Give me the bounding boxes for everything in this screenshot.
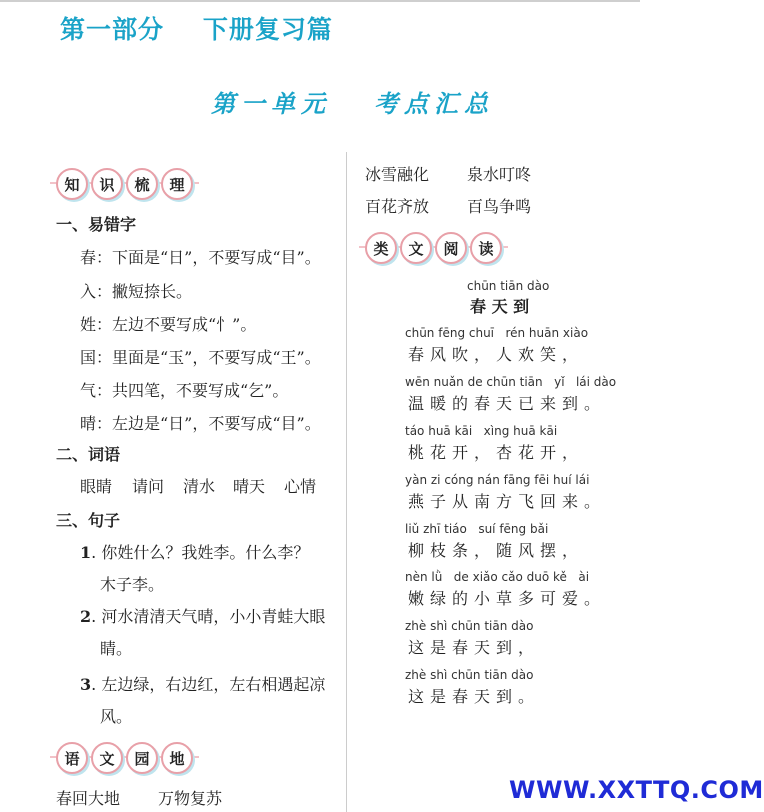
sentence-text: . 你姓什么？我姓李。什么李？	[91, 543, 310, 562]
sentence-text: . 河水清清天气晴，小小青蛙大眼	[91, 607, 326, 626]
poem-line-text: 这是春天到，	[408, 638, 541, 657]
typo-item: 姓：左边不要写成“忄”。	[80, 315, 257, 334]
poem-line-pinyin: wēn nuǎn de chūn tiān yǐ lái dào	[405, 375, 617, 389]
badge-char: 文	[400, 232, 432, 264]
badge-char: 识	[91, 168, 123, 200]
column-divider	[346, 152, 347, 812]
typo-item: 国：里面是“玉”，不要写成“王”。	[80, 348, 321, 367]
sentence-number: 1	[80, 543, 92, 562]
words-heading: 二、词语	[56, 445, 121, 464]
poem-line-pinyin: táo huā kāi xìng huā kāi	[405, 424, 558, 438]
poem-title-pinyin: chūn tiān dào	[467, 279, 550, 293]
unit-title: 第一单元 考点汇总	[210, 89, 495, 118]
badge-char: 理	[161, 168, 193, 200]
word-item: 请问	[132, 477, 165, 496]
poem-title: 春 天 到	[470, 297, 530, 316]
section-badge-reading	[365, 232, 502, 264]
sentence-continuation: 风。	[100, 707, 133, 726]
word-item: 眼睛	[80, 477, 113, 496]
badge-char: 知	[56, 168, 88, 200]
poem-line-text: 嫩绿的小草多可爱。	[408, 589, 607, 608]
sentence-text: . 左边绿，右边红，左右相遇起凉	[91, 675, 326, 694]
idiom-item: 冰雪融化	[365, 165, 430, 184]
typo-item: 晴：左边是“日”，不要写成“目”。	[80, 414, 321, 433]
typo-item: 气：共四笔，不要写成“乞”。	[80, 381, 289, 400]
badge-char: 语	[56, 742, 88, 774]
sentence-item	[80, 604, 325, 627]
idiom-item: 百鸟争鸣	[467, 197, 532, 216]
poem-line-text: 春风吹，人欢笑，	[408, 345, 585, 364]
poem-line-text: 柳枝条，随风摆，	[408, 541, 585, 560]
badge-char: 读	[470, 232, 502, 264]
sentence-number: 3	[80, 675, 92, 694]
idiom-item: 泉水叮咚	[467, 165, 532, 184]
poem-line-text: 燕子从南方飞回来。	[408, 492, 607, 511]
word-item: 清水	[183, 477, 216, 496]
sentence-number: 2	[80, 607, 92, 626]
badge-char: 类	[365, 232, 397, 264]
section-badge-garden	[56, 742, 193, 774]
badge-char: 梳	[126, 168, 158, 200]
sentences-heading: 三、句子	[56, 511, 121, 530]
poem-line-pinyin: nèn lǜ de xiǎo cǎo duō kě ài	[405, 570, 590, 584]
top-rule	[0, 0, 640, 2]
badge-char: 文	[91, 742, 123, 774]
poem-line-text: 桃花开，杏花开，	[408, 443, 585, 462]
poem-line-pinyin: zhè shì chūn tiān dào	[405, 619, 534, 633]
idiom-item: 百花齐放	[365, 197, 430, 216]
section-badge-knowledge	[56, 168, 193, 200]
site-watermark: WWW.XXTTQ.COM	[509, 776, 764, 804]
word-item: 晴天	[233, 477, 266, 496]
badge-char: 园	[126, 742, 158, 774]
poem-line-text: 这是春天到。	[408, 687, 541, 706]
poem-line-pinyin: zhè shì chūn tiān dào	[405, 668, 534, 682]
poem-line-pinyin: yàn zi cóng nán fāng fēi huí lái	[405, 473, 590, 487]
page-header-title: 第一部分 下册复习篇	[60, 15, 333, 44]
sentence-item	[80, 540, 309, 563]
sentence-item	[80, 672, 325, 695]
idiom-item: 万物复苏	[158, 789, 223, 808]
sentence-continuation: 木子李。	[100, 575, 165, 594]
poem-line-text: 温暖的春天已来到。	[408, 394, 607, 413]
typos-heading: 一、易错字	[56, 215, 137, 234]
badge-char: 阅	[435, 232, 467, 264]
typo-item: 春：下面是“日”，不要写成“目”。	[80, 248, 321, 267]
badge-char: 地	[161, 742, 193, 774]
typo-item: 入：撇短捺长。	[80, 282, 193, 301]
idiom-item: 春回大地	[56, 789, 121, 808]
poem-line-pinyin: chūn fēng chuī rén huān xiào	[405, 326, 589, 340]
word-item: 心情	[284, 477, 317, 496]
sentence-continuation: 睛。	[100, 639, 133, 658]
poem-line-pinyin: liǔ zhī tiáo suí fēng bǎi	[405, 522, 549, 536]
